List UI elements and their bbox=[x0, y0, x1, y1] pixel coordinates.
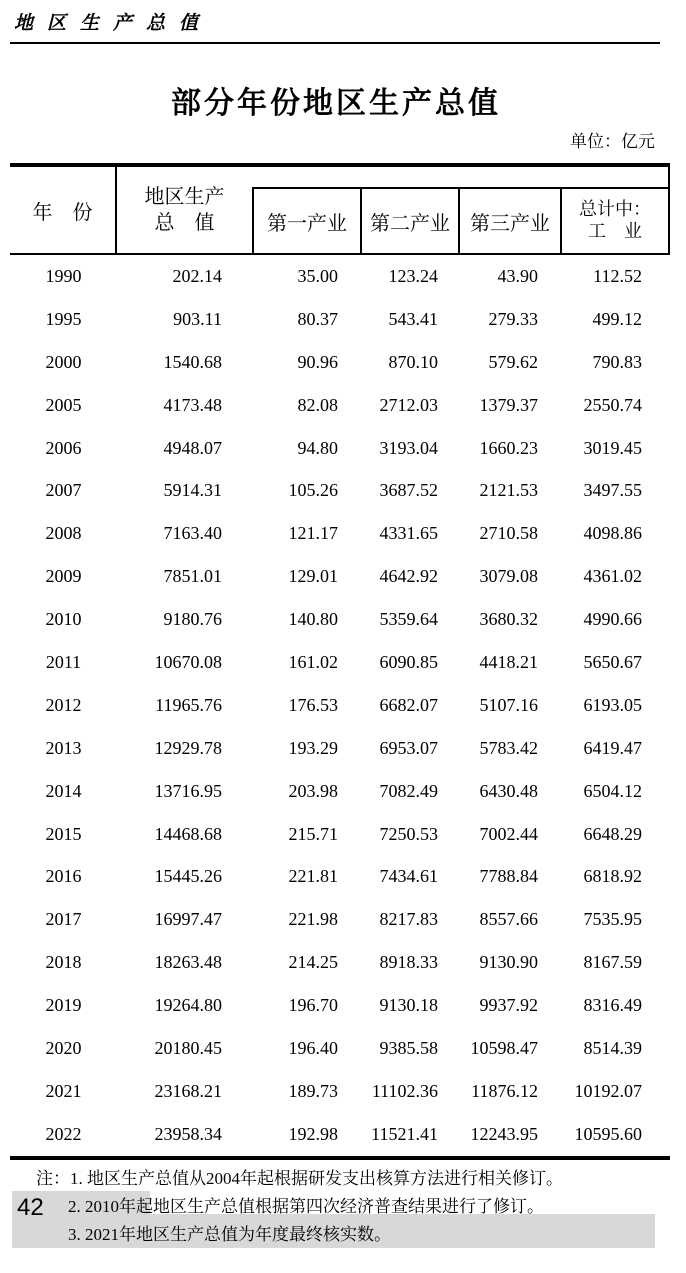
value-cell: 3687.52 bbox=[379, 480, 438, 501]
value-cell: 6419.47 bbox=[583, 737, 642, 758]
value-cell: 105.26 bbox=[288, 480, 338, 501]
table-row bbox=[10, 727, 670, 770]
year-cell: 2021 bbox=[45, 1080, 82, 1101]
value-cell: 4990.66 bbox=[583, 609, 642, 630]
value-cell: 9130.90 bbox=[479, 952, 538, 973]
value-cell: 8514.39 bbox=[583, 1037, 642, 1058]
note-line-3: 3. 2021年地区生产总值为年度最终核实数。 bbox=[68, 1225, 391, 1244]
table-row bbox=[10, 813, 670, 856]
table-row bbox=[10, 255, 670, 298]
running-header: 地区生产总值 bbox=[14, 13, 213, 34]
table-row bbox=[10, 512, 670, 555]
value-cell: 7250.53 bbox=[379, 823, 438, 844]
value-cell: 279.33 bbox=[488, 308, 538, 329]
value-cell: 94.80 bbox=[297, 437, 338, 458]
value-cell: 1379.37 bbox=[479, 394, 538, 415]
value-cell: 15445.26 bbox=[154, 866, 222, 887]
table-header bbox=[10, 163, 670, 255]
year-cell: 2017 bbox=[45, 909, 82, 930]
value-cell: 5107.16 bbox=[479, 694, 538, 715]
value-cell: 14468.68 bbox=[154, 823, 222, 844]
value-cell: 13716.95 bbox=[154, 780, 222, 801]
value-cell: 6430.48 bbox=[479, 780, 538, 801]
value-cell: 2712.03 bbox=[379, 394, 438, 415]
column-header-gdp-line2: 总 值 bbox=[154, 212, 215, 234]
table-row bbox=[10, 1113, 670, 1156]
value-cell: 4418.21 bbox=[479, 651, 538, 672]
table-row bbox=[10, 684, 670, 727]
column-header-gdp bbox=[117, 167, 252, 253]
value-cell: 7788.84 bbox=[479, 866, 538, 887]
value-cell: 3497.55 bbox=[583, 480, 642, 501]
value-cell: 9937.92 bbox=[479, 995, 538, 1016]
table-row bbox=[10, 598, 670, 641]
year-cell: 2016 bbox=[45, 866, 82, 887]
value-cell: 6504.12 bbox=[583, 780, 642, 801]
year-cell: 2009 bbox=[45, 566, 82, 587]
value-cell: 2121.53 bbox=[479, 480, 538, 501]
year-cell: 2010 bbox=[45, 609, 82, 630]
column-header-gdp-line1: 地区生产 bbox=[144, 186, 225, 208]
value-cell: 221.81 bbox=[288, 866, 338, 887]
value-cell: 112.52 bbox=[593, 265, 642, 286]
value-cell: 5914.31 bbox=[163, 480, 222, 501]
table-row bbox=[10, 641, 670, 684]
value-cell: 4642.92 bbox=[379, 566, 438, 587]
table-row bbox=[10, 427, 670, 470]
table-row bbox=[10, 298, 670, 341]
year-cell: 2000 bbox=[45, 351, 82, 372]
value-cell: 5359.64 bbox=[379, 609, 438, 630]
value-cell: 4948.07 bbox=[163, 437, 222, 458]
value-cell: 7163.40 bbox=[163, 523, 222, 544]
table-row bbox=[10, 384, 670, 427]
column-header-tertiary-industry: 第三产业 bbox=[458, 189, 560, 253]
value-cell: 10598.47 bbox=[470, 1037, 538, 1058]
value-cell: 1660.23 bbox=[479, 437, 538, 458]
value-cell: 5650.67 bbox=[583, 651, 642, 672]
value-cell: 3019.45 bbox=[583, 437, 642, 458]
value-cell: 12929.78 bbox=[154, 737, 222, 758]
value-cell: 543.41 bbox=[388, 308, 438, 329]
unit-label: 单位：亿元 bbox=[570, 132, 655, 151]
year-cell: 1990 bbox=[45, 265, 82, 286]
value-cell: 43.90 bbox=[497, 265, 538, 286]
sub-header-row bbox=[252, 187, 668, 253]
value-cell: 9385.58 bbox=[379, 1037, 438, 1058]
value-cell: 193.29 bbox=[288, 737, 338, 758]
value-cell: 121.17 bbox=[288, 523, 338, 544]
value-cell: 10670.08 bbox=[154, 651, 222, 672]
header-rule bbox=[10, 42, 660, 44]
year-cell: 2012 bbox=[45, 694, 82, 715]
value-cell: 790.83 bbox=[592, 351, 642, 372]
value-cell: 6682.07 bbox=[379, 694, 438, 715]
table-row bbox=[10, 1027, 670, 1070]
table-row bbox=[10, 984, 670, 1027]
value-cell: 140.80 bbox=[288, 609, 338, 630]
value-cell: 1540.68 bbox=[163, 351, 222, 372]
value-cell: 189.73 bbox=[288, 1080, 338, 1101]
table-row bbox=[10, 941, 670, 984]
table-row bbox=[10, 469, 670, 512]
value-cell: 11521.41 bbox=[371, 1123, 438, 1144]
value-cell: 9130.18 bbox=[379, 995, 438, 1016]
value-cell: 3193.04 bbox=[379, 437, 438, 458]
year-cell: 2014 bbox=[45, 780, 82, 801]
value-cell: 5783.42 bbox=[479, 737, 538, 758]
value-cell: 82.08 bbox=[297, 394, 338, 415]
column-header-industry-line1: 总计中： bbox=[579, 199, 651, 220]
value-cell: 7851.01 bbox=[163, 566, 222, 587]
value-cell: 7434.61 bbox=[379, 866, 438, 887]
value-cell: 9180.76 bbox=[163, 609, 222, 630]
note-line-2: 2. 2010年起地区生产总值根据第四次经济普查结果进行了修订。 bbox=[68, 1197, 544, 1216]
value-cell: 903.11 bbox=[173, 308, 222, 329]
year-cell: 2020 bbox=[45, 1037, 82, 1058]
table-row bbox=[10, 555, 670, 598]
value-cell: 579.62 bbox=[488, 351, 538, 372]
year-cell: 2013 bbox=[45, 737, 82, 758]
value-cell: 202.14 bbox=[172, 265, 222, 286]
value-cell: 23168.21 bbox=[154, 1080, 222, 1101]
value-cell: 6818.92 bbox=[583, 866, 642, 887]
value-cell: 192.98 bbox=[288, 1123, 338, 1144]
year-cell: 2011 bbox=[45, 651, 82, 672]
value-cell: 870.10 bbox=[388, 351, 438, 372]
value-cell: 11102.36 bbox=[371, 1080, 438, 1101]
note-text-1: 1. 地区生产总值从2004年起根据研发支出核算方法进行相关修订。 bbox=[70, 1169, 563, 1188]
year-cell: 2019 bbox=[45, 995, 82, 1016]
value-cell: 203.98 bbox=[288, 780, 338, 801]
value-cell: 7535.95 bbox=[583, 909, 642, 930]
value-cell: 129.01 bbox=[288, 566, 338, 587]
value-cell: 16997.47 bbox=[154, 909, 222, 930]
column-header-primary-industry: 第一产业 bbox=[267, 212, 347, 235]
value-cell: 161.02 bbox=[288, 651, 338, 672]
value-cell: 19264.80 bbox=[154, 995, 222, 1016]
value-cell: 8918.33 bbox=[379, 952, 438, 973]
value-cell: 8167.59 bbox=[583, 952, 642, 973]
value-cell: 12243.95 bbox=[470, 1123, 538, 1144]
table-row bbox=[10, 1070, 670, 1113]
column-header-industry-line2: 工 业 bbox=[588, 221, 642, 241]
value-cell: 10192.07 bbox=[574, 1080, 642, 1101]
value-cell: 10595.60 bbox=[574, 1123, 642, 1144]
value-cell: 215.71 bbox=[288, 823, 338, 844]
value-cell: 4173.48 bbox=[163, 394, 222, 415]
value-cell: 4331.65 bbox=[379, 523, 438, 544]
value-cell: 11965.76 bbox=[155, 694, 222, 715]
value-cell: 2710.58 bbox=[479, 523, 538, 544]
year-cell: 2018 bbox=[45, 952, 82, 973]
table-row bbox=[10, 341, 670, 384]
page-number: 42 bbox=[17, 1194, 44, 1221]
value-cell: 18263.48 bbox=[154, 952, 222, 973]
page-title: 部分年份地区生产总值 bbox=[171, 87, 501, 120]
value-cell: 20180.45 bbox=[154, 1037, 222, 1058]
value-cell: 6090.85 bbox=[379, 651, 438, 672]
value-cell: 6953.07 bbox=[379, 737, 438, 758]
table-row bbox=[10, 898, 670, 941]
note-line-1 bbox=[36, 1164, 563, 1189]
column-header-secondary-industry: 第二产业 bbox=[360, 189, 458, 253]
value-cell: 176.53 bbox=[288, 694, 338, 715]
value-cell: 90.96 bbox=[297, 351, 338, 372]
table-body bbox=[10, 255, 670, 1160]
value-cell: 123.24 bbox=[388, 265, 438, 286]
year-cell: 2006 bbox=[45, 437, 82, 458]
value-cell: 8316.49 bbox=[583, 995, 642, 1016]
year-cell: 2008 bbox=[45, 523, 82, 544]
note-prefix: 注： bbox=[36, 1169, 70, 1188]
value-cell: 23958.34 bbox=[154, 1123, 222, 1144]
value-cell: 499.12 bbox=[592, 308, 642, 329]
table-row bbox=[10, 855, 670, 898]
year-cell: 2005 bbox=[45, 394, 82, 415]
year-cell: 2015 bbox=[45, 823, 82, 844]
value-cell: 7002.44 bbox=[479, 823, 538, 844]
year-cell: 1995 bbox=[45, 308, 82, 329]
value-cell: 35.00 bbox=[297, 265, 338, 286]
value-cell: 196.70 bbox=[288, 995, 338, 1016]
value-cell: 8217.83 bbox=[379, 909, 438, 930]
value-cell: 196.40 bbox=[288, 1037, 338, 1058]
value-cell: 3680.32 bbox=[479, 609, 538, 630]
value-cell: 4361.02 bbox=[583, 566, 642, 587]
column-header-year: 年 份 bbox=[10, 167, 117, 253]
value-cell: 6648.29 bbox=[583, 823, 642, 844]
column-header-industry-of-total bbox=[560, 189, 668, 253]
value-cell: 214.25 bbox=[288, 952, 338, 973]
year-cell: 2007 bbox=[45, 480, 82, 501]
value-cell: 80.37 bbox=[297, 308, 338, 329]
value-cell: 8557.66 bbox=[479, 909, 538, 930]
value-cell: 6193.05 bbox=[583, 694, 642, 715]
value-cell: 7082.49 bbox=[379, 780, 438, 801]
value-cell: 4098.86 bbox=[583, 523, 642, 544]
table-row bbox=[10, 770, 670, 813]
value-cell: 3079.08 bbox=[479, 566, 538, 587]
value-cell: 2550.74 bbox=[583, 394, 642, 415]
year-cell: 2022 bbox=[45, 1123, 82, 1144]
value-cell: 11876.12 bbox=[471, 1080, 538, 1101]
value-cell: 221.98 bbox=[288, 909, 338, 930]
